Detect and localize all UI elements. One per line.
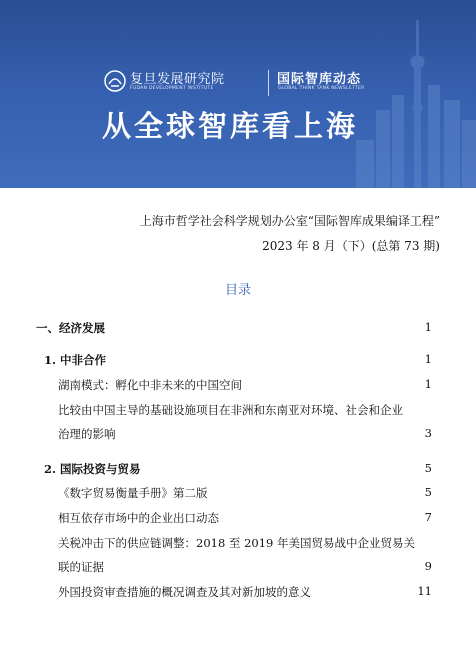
- toc-item[interactable]: [0, 584, 476, 602]
- newsletter-name-english: GLOBAL THINK TANK NEWSLETTER: [278, 86, 365, 91]
- toc-entry-title: 2. 国际投资与贸易: [44, 462, 141, 476]
- banner-title: 从全球智库看上海: [102, 109, 359, 143]
- toc-entry-title: 一、经济发展: [36, 321, 105, 335]
- toc-entry-page: 5: [424, 461, 432, 475]
- toc-entry-page: 3: [424, 426, 432, 440]
- cover-banner: [0, 0, 476, 188]
- fudan-logo-icon: [104, 70, 126, 92]
- issue-date: 2023 年 8 月（下）(总第 73 期): [262, 239, 440, 253]
- org-name-chinese: 复旦发展研究院: [130, 72, 225, 87]
- toc-entry-page: 1: [424, 377, 432, 391]
- toc-item[interactable]: [0, 377, 476, 395]
- toc-title: 目录: [224, 283, 251, 298]
- toc-item[interactable]: [0, 535, 476, 553]
- toc-entry-title: 湖南模式：孵化中非未来的中国空间: [58, 378, 242, 392]
- toc-subsection[interactable]: [0, 352, 476, 370]
- org-name-english: FUDAN DEVELOPMENT INSTITUTE: [130, 86, 214, 91]
- toc-entry-page: 5: [424, 485, 432, 499]
- toc-entry-title: 关税冲击下的供应链调整：2018 至 2019 年美国贸易战中企业贸易关: [58, 536, 415, 550]
- toc-entry-page: 1: [424, 352, 432, 366]
- toc-item-continued[interactable]: [0, 559, 476, 577]
- banner-divider: [268, 70, 269, 96]
- toc-entry-title: 《数字贸易衡量手册》第二版: [58, 486, 208, 500]
- toc-item[interactable]: [0, 485, 476, 503]
- newsletter-name-chinese: 国际智库动态: [277, 72, 362, 87]
- toc-subsection[interactable]: [0, 461, 476, 479]
- toc-entry-title: 相互依存市场中的企业出口动态: [58, 511, 219, 525]
- toc-section[interactable]: [0, 320, 476, 338]
- toc-entry-title: 比较由中国主导的基础设施项目在非洲和东南亚对环境、社会和企业: [58, 403, 403, 417]
- publisher-office: 上海市哲学社会科学规划办公室“国际智库成果编译工程”: [139, 214, 440, 228]
- shanghai-skyline-illustration: [356, 0, 476, 188]
- toc-entry-title: 外国投资审查措施的概况调查及其对新加坡的意义: [58, 585, 311, 599]
- toc-entry-title: 1. 中非合作: [44, 353, 107, 367]
- toc-entry-title: 治理的影响: [58, 427, 116, 441]
- toc-entry-page: 11: [417, 584, 432, 598]
- toc-entry-page: 7: [424, 510, 432, 524]
- toc-item[interactable]: [0, 510, 476, 528]
- toc-item-continued[interactable]: [0, 426, 476, 444]
- toc-entry-page: 1: [424, 320, 432, 334]
- toc-entry-page: 9: [424, 559, 432, 573]
- toc-item[interactable]: [0, 402, 476, 420]
- toc-entry-title: 联的证据: [58, 560, 104, 574]
